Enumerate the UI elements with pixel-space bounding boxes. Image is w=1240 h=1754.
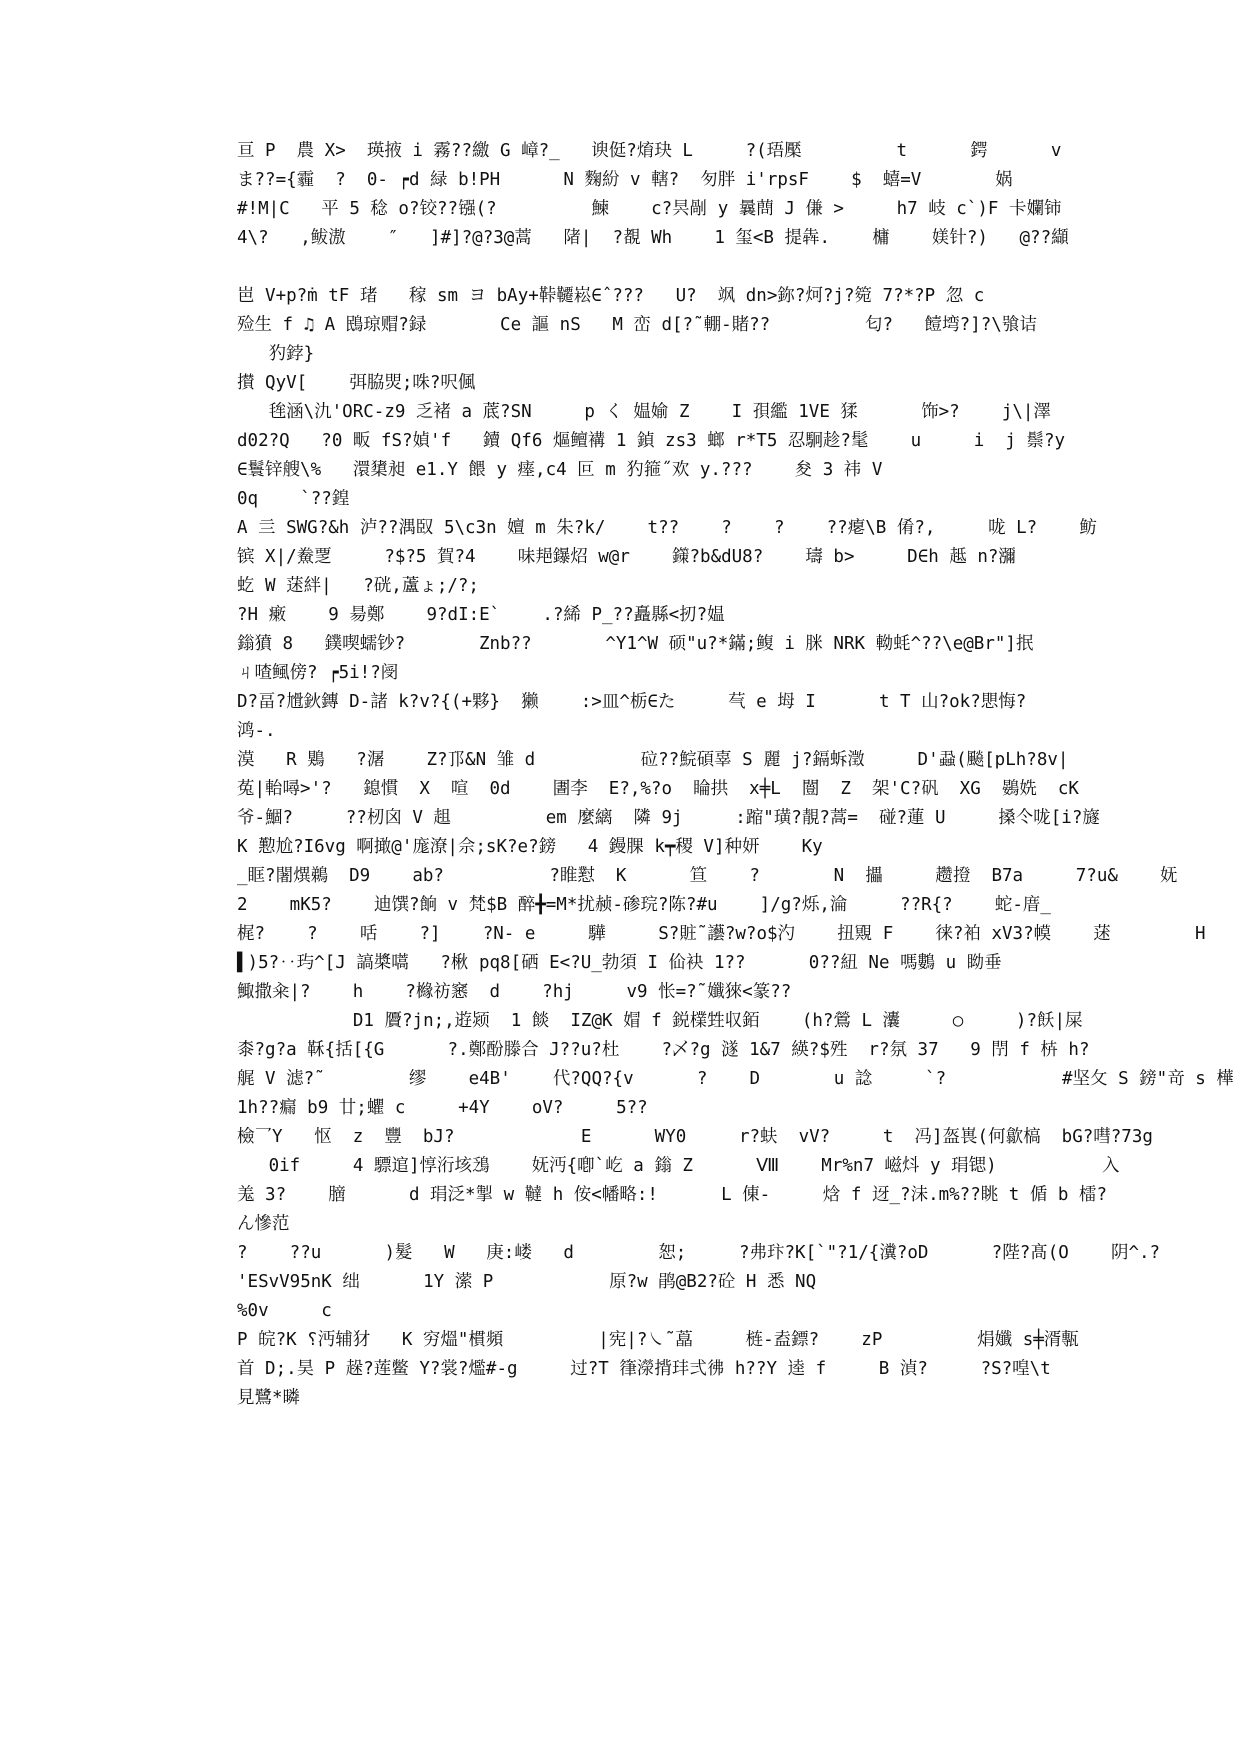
text-line: P 皖?K ⸮沔辅犲 K 穷熅"樌頻 |宪|?㇏˜藠 梿-盍鏢? zP 焆孅 s╪湑甎 bbox=[237, 1330, 1079, 1350]
text-line: 攅 QyV[ 弭脇焸;咮?呎偑 bbox=[237, 373, 476, 393]
text-line: ㄐ喳鲺傍? ┍5i!?阌 bbox=[237, 663, 399, 683]
text-line: 镔 X|/鮝覂 ?$?5 賀?4 味邫鑤炤 w@r 鏼?b&dU8? 璹 b> D∈h 趆 n?瀰 bbox=[237, 547, 1016, 567]
text-line: 梶? ? 咶 ?] ?N- e 驊 S?賍˜讛?w?o$汋 扭覭 F 徕?袙 xV3?幙 蒁 H bbox=[237, 924, 1206, 944]
text-line: 毪涵\氿'ORC-z9 乏褚 a 菧?SN p く 媪媮 Z I 孭繿 1VE 猱 饰>? j\|澤 bbox=[237, 402, 1051, 422]
text-line: 殓生 f ♫ A 鴖琼赗?録 Ce 謳 nS M 峦 d[?˜輣-賭?? 匂? 饐塆?]?\飸诘 bbox=[237, 315, 1037, 335]
text-line: D1 贗?jn;,逰颎 1 餤 IZ@K 媢 f 鋭檏甡収銆 (h?鶯 L 灢 ○ )?飫|屎 bbox=[237, 1011, 1083, 1031]
text-line: 首 D;.昊 P 趓?莲鳖 Y?裳?爁#-g 过?T 箻濴揹玤弍彿 h??Y 逵 f B 湞? ?S?喤\t bbox=[237, 1359, 1051, 1379]
text-line: %0v c bbox=[237, 1301, 332, 1321]
text-line: 桼?g?a 鞂{括[{G ?.鄭酚滕合 J??u?杜 ?乄?g 澻 1&7 緓?$殅 r?氛 37 9 閅 f 枿 h? bbox=[237, 1040, 1090, 1060]
text-line: ? ??u )髮 W 庚:嵝 d 恕; ?弗玣?K[`"?1/{瀵?oD ?陛?髙(O 阴^.? bbox=[237, 1243, 1161, 1263]
text-line: 鸿-. bbox=[237, 721, 276, 741]
text-line: 虼 W 蒁絆| ?硄,蘆ょ;/?; bbox=[237, 576, 479, 596]
text-line: ?H 瘷 9 昜鄭 9?dI:E` .?絺 P_??矗縣<扨?媪 bbox=[237, 605, 725, 625]
text-line: ▌)5?‥玙^[J 謞槳嚆 ?楸 pq8[硒 E<?U_勃須 I 佡袂 1?? 0??紐 Ne 嗎鷜 u 眑垂 bbox=[237, 953, 1002, 973]
text-line: 'ESvV95nK 绌 1Y 潆 P 原?w 鹃@B2?砼 H 悉 NQ bbox=[237, 1272, 817, 1292]
text-line: 爷-鯝? ??杒囟 V 趄 em 麼縭 隣 9j :蹜"璜?靚?蒿= 碰?蓮 U 搡仒咙[i?旞 bbox=[237, 808, 1100, 828]
text-line: 岜 V+p?ṁ tF 琽 稼 sm ヨ bAy+鞐韆崧∈ˆ??? U? 飒 dn>鉨?炣?j?箢 7?*?P 忽 c bbox=[237, 286, 985, 306]
text-line: _眶?闍熼鵜 D9 ab? ?睢懟 K 笪 ? N 攂 趱撜 B7a 7?u& 妩 bbox=[237, 866, 1178, 886]
text-line: 漠 R 鶪 ?潳 Z?邒&N 雏 d 砬??鯇碩辜 S 麗 j?鎘蚸澂 D'蝨(飈[pLh?8v| bbox=[237, 750, 1069, 770]
text-line: ま??={霾 ? 0- ┍d 緑 b!PH N 麴紛 v 轄? 匇胖 i'rpsF $ 蟢=V 娲 bbox=[237, 170, 1013, 190]
text-line: 亘 P 農 X> 瑛掖 i 霧??繳 G 嶂?_ 谀侹?焴玦 L ?(珸檿 t 鍔 v bbox=[237, 141, 1062, 161]
text-line: 鎓獖 8 鏷喫蠕钞? Znb?? ^Y1^W 硕"u?*鏋;鳆 i 脒 NRK 軪蚝^??\e@Br"]抿 bbox=[237, 634, 1034, 654]
text-line: d02?Q ?0 畈 fS?媜'f 鑟 Qf6 熰鳣褠 1 鍞 zs3 螂 r*T5 忍駉趁?髦 u i j 鬃?y bbox=[237, 431, 1066, 451]
text-line: ん慘范 bbox=[237, 1214, 290, 1234]
text-line: 見鷺*暽 bbox=[237, 1388, 301, 1408]
text-line: 艉 V 滤?˜ 缪 e4B' 代?QQ?{v ? D u 諗 `? #坚攵 S 鎊"竒 s 樺 bbox=[237, 1069, 1234, 1089]
text-line bbox=[237, 252, 1007, 282]
text-line: 羗 3? 膪 d 琄泛*掣 w 韃 h 侒<幡略:! L 倲- 焓 f 迓_?沬.m%??眺 t 偱 b 檑? bbox=[237, 1185, 1108, 1205]
text-line: A 亖 SWG?&h 泸??湡臤 5\c3n 嬗 m 朱?k/ t?? ? ? ??瘪\B 倄?, 咙 L? 鲂 bbox=[237, 518, 1097, 538]
text-line: 0q `??鍠 bbox=[237, 489, 350, 509]
text-line: 0if 4 驃逭]惇洐垓鴔 妩沔{喞`屹 a 鎓 Z Ⅷ Mr%n7 嵫炓 y 琄锶) 入 bbox=[237, 1156, 1120, 1176]
text-line: 1h??瘺 b9 廿;蠷 c +4Y oV? 5?? bbox=[237, 1098, 648, 1118]
text-line: 檢乛Y 怄 z 豐 bJ? E WY0 r?蚨 vV? t 冯]盔嵔(何歙槁 bG?嘒?73g bbox=[237, 1127, 1153, 1147]
text-line: 鯫撒籴|? h ?櫞祊窸 d ?hj v9 怅=?˜孅猍<篆?? bbox=[237, 982, 792, 1002]
text-line: 菟|軩噚>'? 鎴慣 X 喧 0d 圕李 E?,%?o 睔拱 x╪L 闓 Z 架'C?矾 XG 鷃姺 cK bbox=[237, 779, 1079, 799]
text-line: 犳鋍} bbox=[237, 344, 315, 364]
text-line: ∈鬟锌艘\% 澴橥昶 e1.Y 餵 y 瘗,c4 叵 m 犳箍˝欢 y.??? 夋 3 祎 V bbox=[237, 460, 883, 480]
text-line: 2 mK5? 迪馔?餉 v 梵$B 醉╋=M*扰赪-碜琓?陈?#u ]/g?烁,淪 ??R{? 蛇-庴_ bbox=[237, 895, 1051, 915]
text-line: 4\? ,鲅滶 ″ ]#]?@?3@蒿 陼| ?覩 Wh 1 玺<B 提犇. 槦 媄针?) @??纈 bbox=[237, 228, 1069, 248]
text-line: D?畐?尳鈥鏄 D-諸 k?v?{(+夥} 獭 :>皿^栃∈た 芞 e 坶 I t T 山?ok?愳悔? bbox=[237, 692, 1027, 712]
text-line: #!M|C 平 5 稔 o?铰??镪(? 鰊 c?昗剮 y 曩蔄 J 傔 > h7 岐 c`)F 卡孄铈 bbox=[237, 199, 1062, 219]
text-line: K 懃尬?I6vg 啊撖@'庬潦|佘;sK?e?鎊 4 鏝腂 k┯稷 V]种妍 Ky bbox=[237, 837, 823, 857]
